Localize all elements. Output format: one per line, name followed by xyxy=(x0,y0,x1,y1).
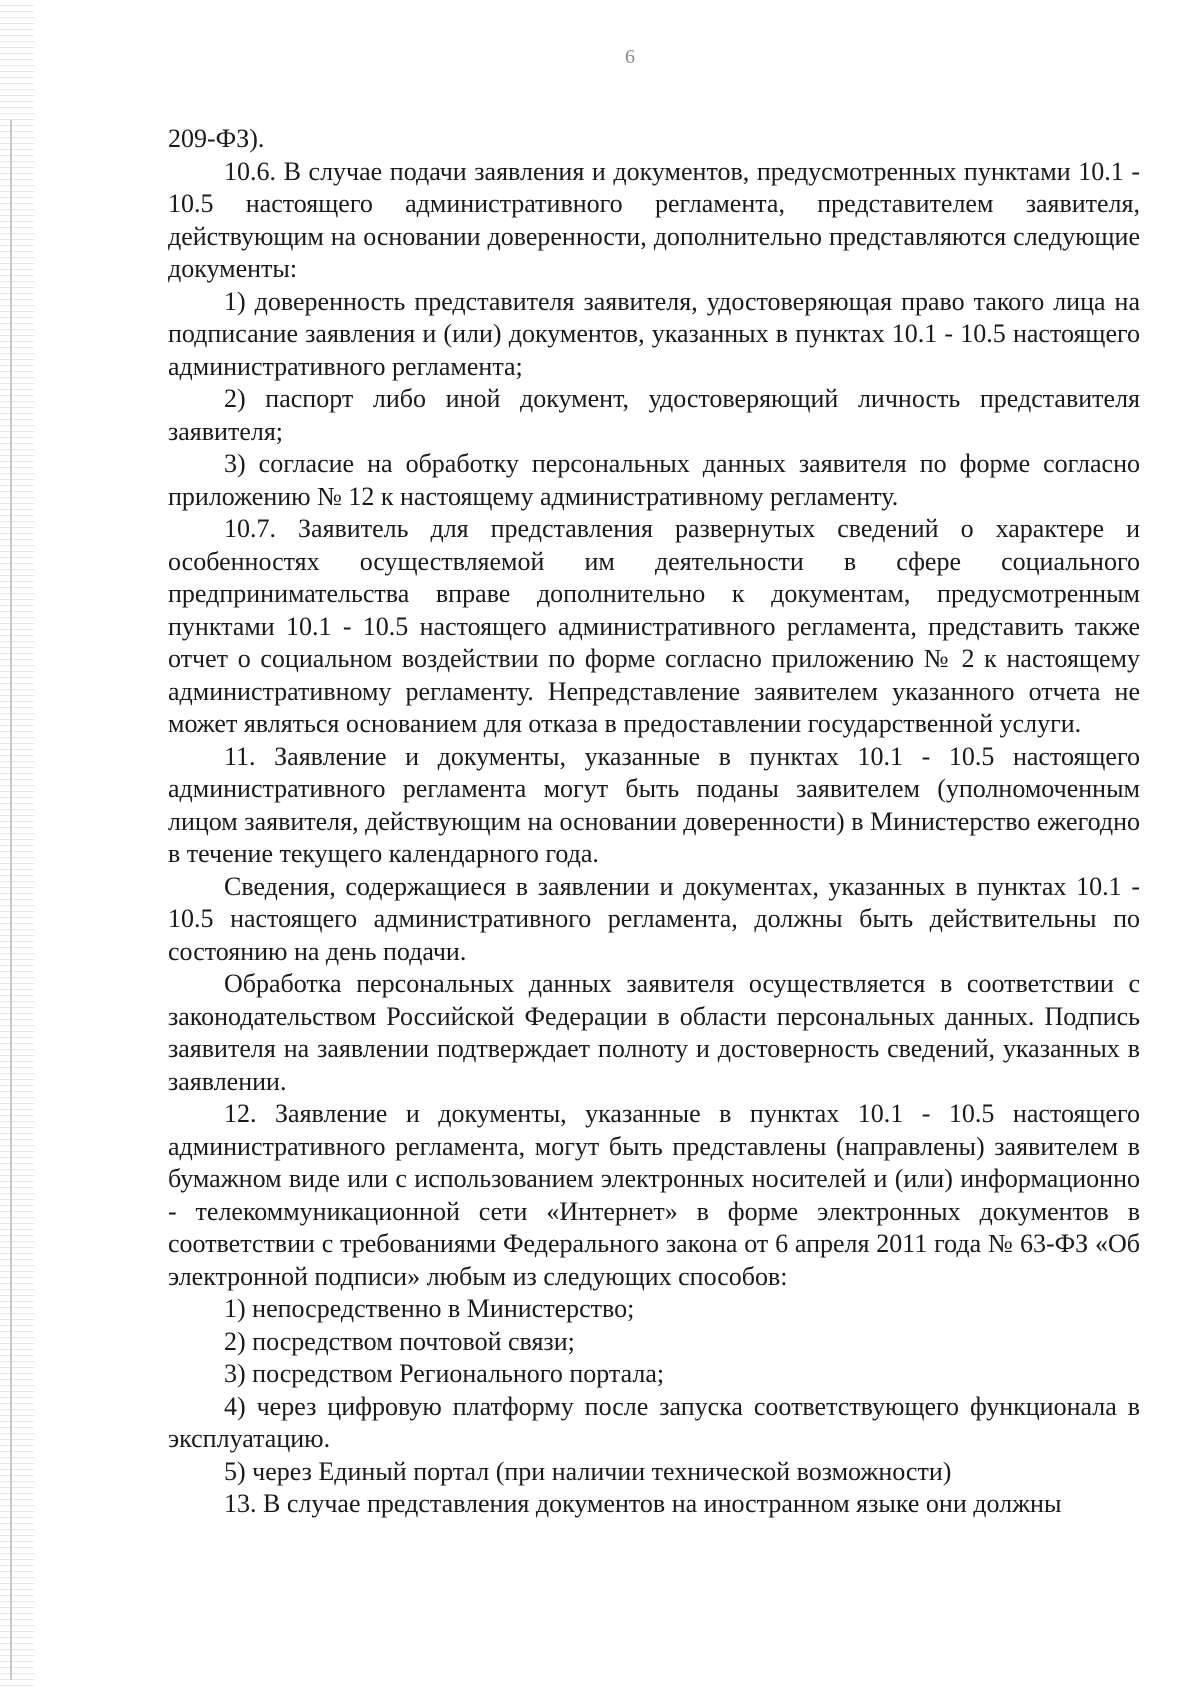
paragraph-13: 13. В случае представления документов на иностранном языке они должны xyxy=(224,1489,1062,1518)
paragraph-10-6: 10.6. В случае подачи заявления и документов, предусмотренных пунктами 10.1 - 10.5 настоящего административного регламента, представителем заявителя, действующим на основании доверенности, дополнительно представляются следующие документы: xyxy=(168,156,1140,283)
paragraph-continuation: 209-ФЗ). xyxy=(168,124,265,153)
document-body xyxy=(168,123,1140,1521)
list-item-10-6-1: 1) доверенность представителя заявителя, удостоверяющая право такого лица на подписание заявления и (или) документов, указанных в пунктах 10.1 - 10.5 настоящего административного регламента; xyxy=(168,286,1140,381)
paragraph-11: 11. Заявление и документы, указанные в пунктах 10.1 - 10.5 настоящего административного регламента могут быть поданы заявителем (уполномоченным лицом заявителя, действующим на основании доверенности) в Министерство ежегодно в течение текущего календарного года. xyxy=(168,741,1140,868)
list-item-12-4: 4) через цифровую платформу после запуска соответствующего функционала в эксплуатацию. xyxy=(168,1391,1140,1453)
paragraph-10-7: 10.7. Заявитель для представления развернутых сведений о характере и особенностях осуществляемой им деятельности в сфере социального предпринимательства вправе дополнительно к документам, предусмотренным пунктами 10.1 - 10.5 настоящего административного регламента, представить также отчет о социальном воздействии по форме согласно приложению № 2 к настоящему административному регламенту. Непредставление заявителем указанного отчета не может являться основанием для отказа в предоставлении государственной услуги. xyxy=(168,514,1140,738)
paragraph-12: 12. Заявление и документы, указанные в пунктах 10.1 - 10.5 настоящего административного регламента, могут быть представлены (направлены) заявителем в бумажном виде или с использованием электронных носителей и (или) информационно - телекоммуникационной сети «Интернет» в форме электронных документов в соответствии с требованиями Федерального закона от 6 апреля 2011 года № 63-ФЗ «Об электронной подписи» любым из следующих способов: xyxy=(168,1099,1140,1291)
scan-edge-artifact xyxy=(0,0,34,1691)
list-item-10-6-3: 3) согласие на обработку персональных данных заявителя по форме согласно приложению № 12 к настоящему административному регламенту. xyxy=(168,449,1140,511)
list-item-10-6-2: 2) паспорт либо иной документ, удостоверяющий личность представителя заявителя; xyxy=(168,384,1140,446)
scan-edge-line xyxy=(10,120,12,1680)
paragraph-11-validity: Сведения, содержащиеся в заявлении и документах, указанных в пунктах 10.1 - 10.5 настоящего административного регламента, должны быть действительны по состоянию на день подачи. xyxy=(168,871,1140,966)
list-item-12-2: 2) посредством почтовой связи; xyxy=(224,1326,575,1356)
list-item-12-1: 1) непосредственно в Министерство; xyxy=(224,1294,635,1323)
list-item-12-3: 3) посредством Регионального портала; xyxy=(224,1359,665,1388)
paragraph-11-personal-data: Обработка персональных данных заявителя осуществляется в соответствии с законодательством Российской Федерации в области персональных данных. Подпись заявителя на заявлении подтверждает полноту и достоверность сведений, указанных в заявлении. xyxy=(168,969,1140,1096)
page-number: 6 xyxy=(625,46,635,68)
list-item-12-5: 5) через Единый портал (при наличии технической возможности) xyxy=(224,1456,952,1486)
